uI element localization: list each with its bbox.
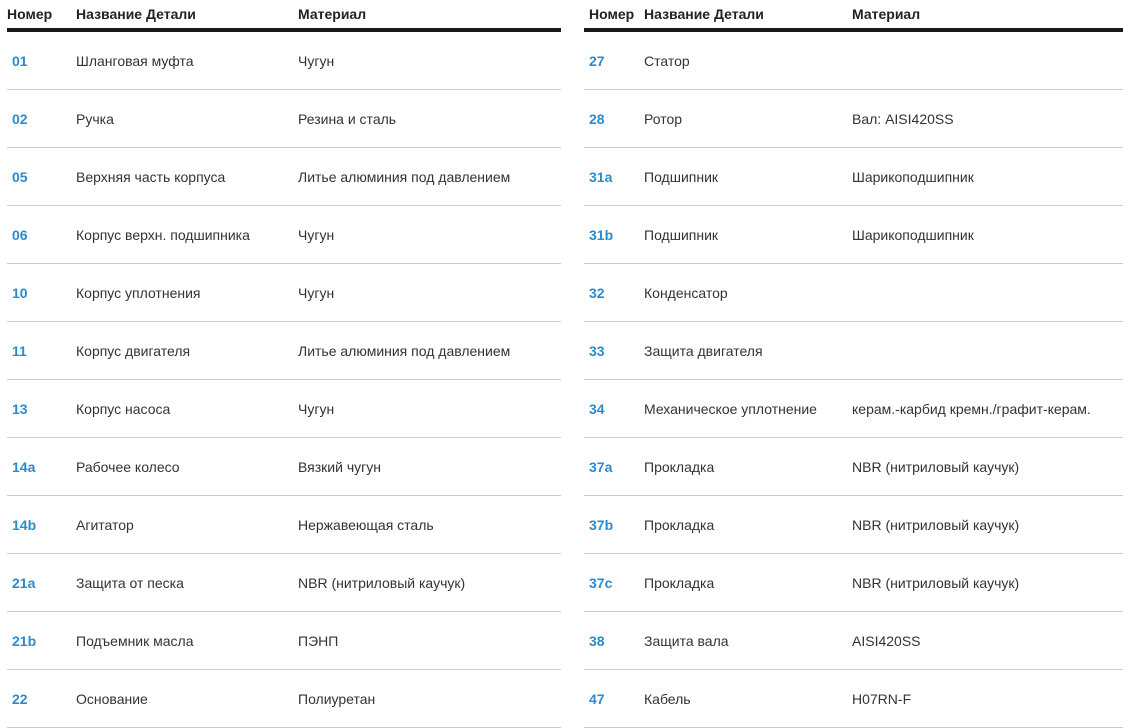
part-material: Чугун: [298, 380, 561, 438]
part-material: Шарикоподшипник: [852, 206, 1123, 264]
part-material: [852, 264, 1123, 322]
part-number: 06: [7, 206, 76, 264]
table-row: [7, 612, 561, 670]
table-row: [7, 148, 561, 206]
part-name: Подшипник: [644, 148, 852, 206]
part-number: 37a: [584, 438, 644, 496]
part-name: Верхняя часть корпуса: [76, 148, 298, 206]
part-number: 13: [7, 380, 76, 438]
header-part-name: Название Детали: [76, 0, 298, 30]
part-name: Корпус двигателя: [76, 322, 298, 380]
part-material: Чугун: [298, 30, 561, 90]
table-row: [7, 206, 561, 264]
part-name: Защита вала: [644, 612, 852, 670]
part-name: Прокладка: [644, 438, 852, 496]
part-number: 38: [584, 612, 644, 670]
table-row: [584, 380, 1123, 438]
part-name: Подъемник масла: [76, 612, 298, 670]
part-number: 33: [584, 322, 644, 380]
table-row: [7, 30, 561, 90]
part-name: Защита от песка: [76, 554, 298, 612]
part-material: Вязкий чугун: [298, 438, 561, 496]
part-material: AISI420SS: [852, 612, 1123, 670]
part-material: [852, 322, 1123, 380]
part-number: 37c: [584, 554, 644, 612]
part-material: [852, 30, 1123, 90]
table-row: [7, 496, 561, 554]
part-material: H07RN-F: [852, 670, 1123, 728]
part-name: Подшипник: [644, 206, 852, 264]
table-header: [584, 0, 1123, 30]
table-row: [584, 554, 1123, 612]
header-material: Материал: [852, 0, 1123, 30]
table-row: [584, 264, 1123, 322]
part-material: Нержавеющая сталь: [298, 496, 561, 554]
table-row: [7, 670, 561, 728]
part-name: Рабочее колесо: [76, 438, 298, 496]
table-row: [584, 438, 1123, 496]
table-row: [584, 322, 1123, 380]
part-number: 47: [584, 670, 644, 728]
part-number: 11: [7, 322, 76, 380]
table-row: [7, 380, 561, 438]
table-row: [584, 148, 1123, 206]
part-name: Прокладка: [644, 554, 852, 612]
table-header: [7, 0, 561, 30]
part-name: Статор: [644, 30, 852, 90]
part-name: Основание: [76, 670, 298, 728]
part-name: Шланговая муфта: [76, 30, 298, 90]
table-row: [7, 90, 561, 148]
part-number: 01: [7, 30, 76, 90]
part-number: 22: [7, 670, 76, 728]
part-name: Ротор: [644, 90, 852, 148]
part-material: Полиуретан: [298, 670, 561, 728]
part-number: 28: [584, 90, 644, 148]
table-row: [7, 554, 561, 612]
header-material: Материал: [298, 0, 561, 30]
table-row: [584, 206, 1123, 264]
part-material: Чугун: [298, 206, 561, 264]
table-body-right: [584, 30, 1123, 728]
parts-table-left: [7, 0, 561, 728]
part-number: 21a: [7, 554, 76, 612]
part-name: Кабель: [644, 670, 852, 728]
part-material: Резина и сталь: [298, 90, 561, 148]
part-name: Защита двигателя: [644, 322, 852, 380]
part-name: Ручка: [76, 90, 298, 148]
part-material: NBR (нитриловый каучук): [298, 554, 561, 612]
part-number: 14a: [7, 438, 76, 496]
part-name: Механическое уплотнение: [644, 380, 852, 438]
table-row: [7, 438, 561, 496]
part-name: Прокладка: [644, 496, 852, 554]
part-number: 02: [7, 90, 76, 148]
part-number: 10: [7, 264, 76, 322]
table-row: [584, 670, 1123, 728]
table-row: [7, 264, 561, 322]
part-number: 21b: [7, 612, 76, 670]
part-material: керам.-карбид кремн./графит-керам.: [852, 380, 1123, 438]
part-number: 05: [7, 148, 76, 206]
part-number: 34: [584, 380, 644, 438]
part-number: 31a: [584, 148, 644, 206]
header-number: Номер: [7, 0, 76, 30]
part-material: ПЭНП: [298, 612, 561, 670]
part-material: NBR (нитриловый каучук): [852, 554, 1123, 612]
table-row: [7, 322, 561, 380]
header-part-name: Название Детали: [644, 0, 852, 30]
part-material: Литье алюминия под давлением: [298, 322, 561, 380]
part-material: Шарикоподшипник: [852, 148, 1123, 206]
part-number: 37b: [584, 496, 644, 554]
part-name: Корпус уплотнения: [76, 264, 298, 322]
part-number: 31b: [584, 206, 644, 264]
part-name: Конденсатор: [644, 264, 852, 322]
part-number: 14b: [7, 496, 76, 554]
part-material: NBR (нитриловый каучук): [852, 496, 1123, 554]
part-number: 27: [584, 30, 644, 90]
part-material: NBR (нитриловый каучук): [852, 438, 1123, 496]
part-name: Агитатор: [76, 496, 298, 554]
table-body-left: [7, 30, 561, 728]
part-number: 32: [584, 264, 644, 322]
table-row: [584, 496, 1123, 554]
part-name: Корпус насоса: [76, 380, 298, 438]
part-material: Вал: AISI420SS: [852, 90, 1123, 148]
table-row: [584, 90, 1123, 148]
part-material: Чугун: [298, 264, 561, 322]
parts-table-right: [584, 0, 1123, 728]
table-row: [584, 30, 1123, 90]
header-number: Номер: [584, 0, 644, 30]
part-name: Корпус верхн. подшипника: [76, 206, 298, 264]
table-row: [584, 612, 1123, 670]
part-material: Литье алюминия под давлением: [298, 148, 561, 206]
